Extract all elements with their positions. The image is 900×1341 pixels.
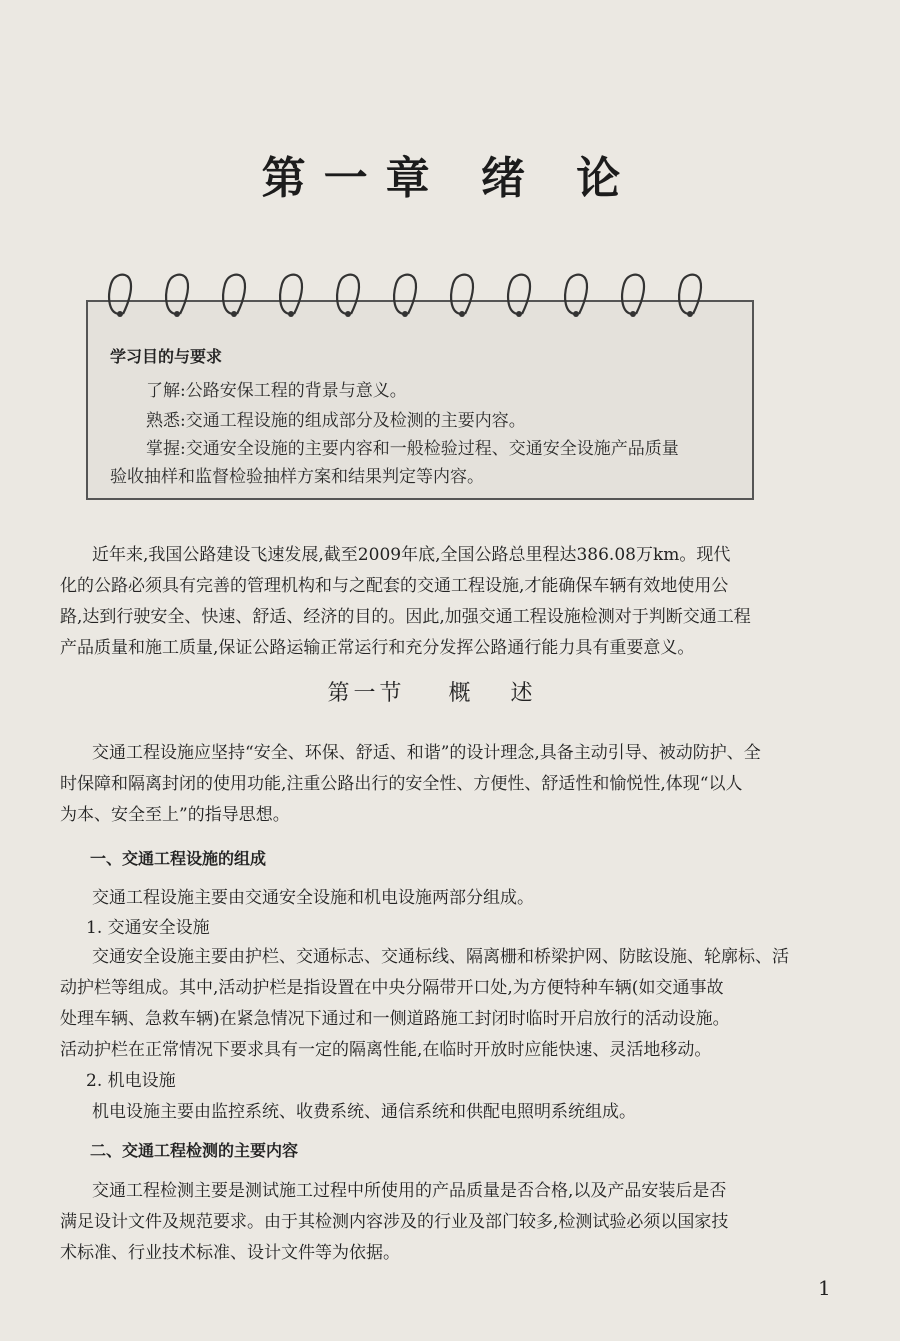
spiral-ring-icon xyxy=(390,268,420,318)
spiral-ring-icon xyxy=(618,268,648,318)
spiral-binding xyxy=(105,268,745,328)
inspection-line: 术标准、行业技术标准、设计文件等为依据。 xyxy=(60,1243,400,1263)
overview-line: 交通工程设施应坚持“安全、环保、舒适、和谐”的设计理念,具备主动引导、被动防护、全 xyxy=(92,743,761,763)
inspection-line: 交通工程检测主要是测试施工过程中所使用的产品质量是否合格,以及产品安装后是否 xyxy=(92,1181,727,1201)
section-number: 第一节 xyxy=(327,681,406,706)
subsection-title: 2. 机电设施 xyxy=(86,1071,176,1091)
subsection-title: 1. 交通安全设施 xyxy=(86,918,210,938)
objective-item: 熟悉:交通工程设施的组成部分及检测的主要内容。 xyxy=(146,411,526,431)
chapter-title: 第一章 绪 论 xyxy=(261,153,639,204)
section-name: 概述 xyxy=(448,681,573,706)
spiral-ring-icon xyxy=(675,268,705,318)
objective-item: 了解:公路安保工程的背景与意义。 xyxy=(146,381,407,401)
heading-composition: 一、交通工程设施的组成 xyxy=(90,849,267,868)
spiral-ring-icon xyxy=(162,268,192,318)
intro-line: 化的公路必须具有完善的管理机构和与之配套的交通工程设施,才能确保车辆有效地使用公 xyxy=(60,576,729,596)
overview-line: 时保障和隔离封闭的使用功能,注重公路出行的安全性、方便性、舒适性和愉悦性,体现“以人 xyxy=(60,774,743,794)
spiral-ring-icon xyxy=(333,268,363,318)
spiral-ring-icon xyxy=(447,268,477,318)
spiral-ring-icon xyxy=(561,268,591,318)
page-number: 1 xyxy=(818,1276,831,1300)
intro-line: 产品质量和施工质量,保证公路运输正常运行和充分发挥公路通行能力具有重要意义。 xyxy=(60,638,695,658)
electromechanical-line: 机电设施主要由监控系统、收费系统、通信系统和供配电照明系统组成。 xyxy=(92,1102,636,1122)
objective-item: 验收抽样和监督检验抽样方案和结果判定等内容。 xyxy=(110,467,484,487)
objectives-heading: 学习目的与要求 xyxy=(110,347,223,366)
spiral-ring-icon xyxy=(219,268,249,318)
overview-line: 为本、安全至上”的指导思想。 xyxy=(60,805,290,825)
heading-inspection: 二、交通工程检测的主要内容 xyxy=(90,1141,299,1160)
intro-line: 路,达到行驶安全、快速、舒适、经济的目的。因此,加强交通工程设施检测对于判断交通工程 xyxy=(60,607,751,627)
objective-item: 掌握:交通安全设施的主要内容和一般检验过程、交通安全设施产品质量 xyxy=(146,439,679,459)
inspection-line: 满足设计文件及规范要求。由于其检测内容涉及的行业及部门较多,检测试验必须以国家技 xyxy=(60,1212,729,1232)
spiral-ring-icon xyxy=(504,268,534,318)
section-title xyxy=(0,676,900,707)
safety-facilities-line: 活动护栏在正常情况下要求具有一定的隔离性能,在临时开放时应能快速、灵活地移动。 xyxy=(60,1040,712,1060)
safety-facilities-line: 交通安全设施主要由护栏、交通标志、交通标线、隔离栅和桥梁护网、防眩设施、轮廓标、活 xyxy=(92,947,789,967)
safety-facilities-line: 处理车辆、急救车辆)在紧急情况下通过和一侧道路施工封闭时临时开启放行的活动设施。 xyxy=(60,1009,730,1029)
intro-line: 近年来,我国公路建设飞速发展,截至2009年底,全国公路总里程达386.08万km。现代 xyxy=(92,545,731,565)
spiral-ring-icon xyxy=(276,268,306,318)
spiral-ring-icon xyxy=(105,268,135,318)
safety-facilities-line: 动护栏等组成。其中,活动护栏是指设置在中央分隔带开口处,为方便特种车辆(如交通事故 xyxy=(60,978,724,998)
composition-line: 交通工程设施主要由交通安全设施和机电设施两部分组成。 xyxy=(92,888,534,908)
